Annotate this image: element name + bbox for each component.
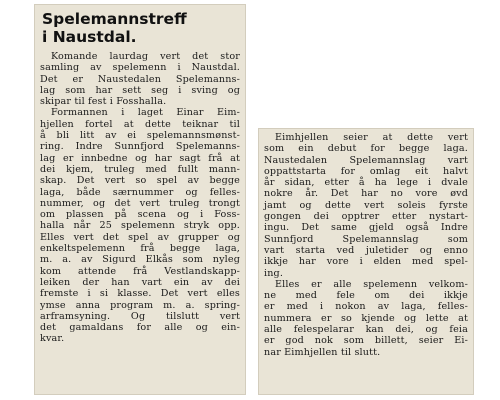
text-line: ring. Indre Sunnfjord Spelemanns- (40, 141, 240, 153)
text-line: skipar til fest i Fosshalla. (40, 96, 167, 108)
text-line: Komande laurdag vert det stor (51, 51, 240, 62)
text-line: Naustedalen Spelemannslag vart (264, 154, 468, 166)
text-line: jamt og dette vert soleis fyrste (264, 199, 468, 211)
text-line: ikkje har vore i elden med spel- (264, 256, 468, 268)
text-line: Formannen i laget Einar Eim- (51, 107, 240, 119)
text-line: nummera er so kjende og lette at (264, 312, 468, 324)
text-line: samling av spelemenn i Naustdal. (40, 62, 240, 74)
paragraph (264, 279, 468, 358)
text-line: halla når 25 spelemenn stryk opp. (40, 220, 240, 232)
text-line: m. a. av Sigurd Elkås som nyleg (40, 254, 240, 266)
text-line: år sidan, etter å ha lege i dvale (264, 177, 468, 189)
text-line: Elles er alle spelemenn velkom- (275, 278, 468, 290)
text-line: oppattstarta for omlag eit halvt (264, 165, 468, 177)
text-line: leiken der han vart ein av dei (40, 276, 240, 288)
text-line: alle felespelarar kan dei, og feia (264, 324, 468, 336)
text-line: Eimhjellen seier at dette vert (275, 132, 468, 143)
text-line: ne med fele om dei ikkje (264, 290, 468, 302)
text-line: som ein debut for begge laga. (264, 143, 468, 155)
text-line: Elles vert det spel av grupper og (40, 231, 240, 243)
text-line: ingu. Det same gjeld også Indre (264, 222, 468, 234)
text-line: vart starta ved juletider og enno (264, 244, 468, 256)
text-line: kvar. (40, 333, 65, 345)
headline-line: Spelemannstreff (42, 10, 187, 28)
text-line: Det er Naustedalen Spelemanns- (40, 73, 240, 85)
article-body (40, 51, 240, 345)
text-line: lag er innbedne og har sagt frå at (40, 152, 240, 164)
text-line: ing. (264, 267, 284, 279)
paragraph (40, 51, 240, 107)
article-body-continued (264, 132, 468, 358)
text-line: nar Eimhjellen til slutt. (264, 346, 381, 358)
left-newspaper-clipping (34, 4, 246, 395)
text-line: kom attende frå Vestlandskapp- (40, 265, 240, 277)
headline (42, 10, 240, 46)
text-line: dei kjem, truleg med fullt mann- (40, 163, 240, 175)
text-line: å bli litt av ei spelemannsmønst- (40, 130, 240, 142)
text-line: arframsyning. Og tilslutt vert (40, 310, 240, 322)
text-line: laga, både særnummer og felles- (40, 186, 240, 198)
text-line: nummer, og det vert truleg trongt (40, 197, 240, 209)
text-line: skap. Det vert so spel av begge (40, 175, 240, 187)
paragraph (40, 107, 240, 344)
text-line: fremste i si klasse. Det vert elles (40, 288, 240, 300)
paragraph (264, 132, 468, 279)
text-line: det gamaldans for alle og ein- (40, 322, 240, 334)
text-line: enkeltspelemenn frå begge laga, (40, 243, 240, 255)
text-line: lag som har sett seg i sving og (40, 84, 240, 96)
text-line: gongen dei opptrer etter nystart- (264, 211, 468, 223)
text-line: nokre år. Det har no vore øvd (264, 188, 468, 200)
text-line: om plassen på scena og i Foss- (40, 209, 240, 221)
text-line: er god nok som billett, seier Ei- (264, 335, 468, 347)
right-newspaper-clipping (258, 128, 474, 395)
headline-line: i Naustdal. (42, 28, 137, 46)
text-line: Sunnfjord Spelemannslag som (264, 233, 468, 245)
text-line: hjellen fortel at dette teiknar til (40, 118, 240, 130)
text-line: ymse anna program m. a. spring- (40, 299, 240, 311)
text-line: er med i nokon av laga, felles- (264, 301, 468, 313)
